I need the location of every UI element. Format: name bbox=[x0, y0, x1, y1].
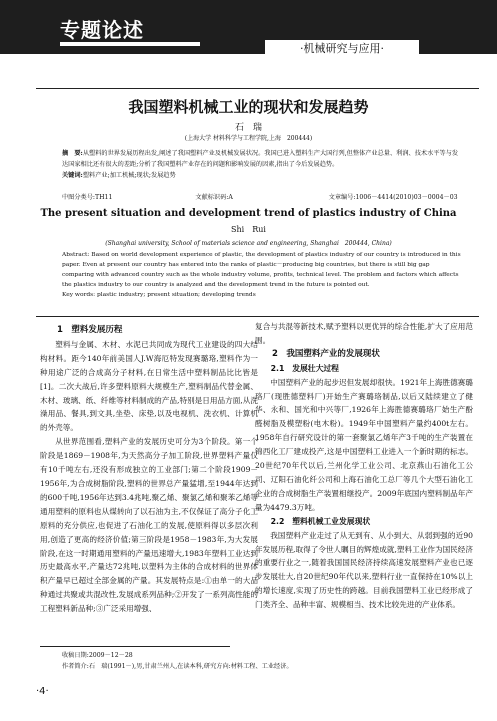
subsection-heading-2-2: 2.2 塑料机械工业发展现状 bbox=[270, 516, 371, 526]
article-title: 我国塑料机械工业的现状和发展趋势 bbox=[128, 98, 369, 116]
section-label: 专题论述 bbox=[60, 18, 144, 42]
paragraph: 塑料与金属、木材、水泥已共同成为现代工业建设的四大结构材料。距今140年前美国人J.W海厄特发现赛璐珞,塑料作为一种用途广泛的合成高分子材料,在日常生活中塑料制品比比皆是[1]。二次大战后,许多塑料原料大规模生产,塑料制品代替金属、木材、玻璃、纸、纤维等材料制成的产品,特别是日用品方面,从洗澡用品、餐具,到文具,坐垫、床垫,以及电视机、洗衣机、计算机的外壳等。 bbox=[40, 339, 258, 433]
footnote-rule bbox=[40, 646, 230, 647]
article-number: 文章编号:1006－4414(2010)03－0004－03 bbox=[328, 194, 458, 201]
abstract-label: 摘 要: bbox=[62, 150, 83, 157]
clc-number: 中图分类号:TH11 bbox=[62, 194, 113, 201]
category-tag: ·机械研究与应用· bbox=[265, 40, 419, 58]
document-code: 文献标识码:A bbox=[195, 194, 233, 201]
english-affiliation: (Shanghai university, School of materials science and engineering, Shanghai 200444, China) bbox=[105, 240, 392, 247]
section-heading-2: 2 我国塑料产业的发展现状 bbox=[272, 348, 380, 359]
keywords-text: 塑料产业;加工机械;现状;发展趋势 bbox=[82, 172, 176, 179]
english-author: Shi Rui bbox=[231, 225, 266, 234]
body-right-column bbox=[255, 320, 473, 612]
english-abstract bbox=[62, 250, 462, 300]
abstract-rule bbox=[36, 316, 479, 317]
article-meta bbox=[62, 192, 462, 201]
chinese-abstract bbox=[62, 148, 462, 181]
subsection-heading-2-1: 2.1 发展壮大过程 bbox=[270, 363, 339, 373]
received-date: 收稿日期:2009－12－28 bbox=[62, 652, 133, 659]
abstract-text: 从塑料的世界发展历程出发,阐述了我国塑料产业及机械发展状况。我国已进入塑料生产大国行列,但整体产业总量、利润、技术水平等与发达国家相比还有很大的差距;分析了我国塑料产业存在的问题和影响发展的因素,指出了今后发展趋势。 bbox=[62, 150, 459, 168]
author-bio: 作者简介:石 瑞(1991－),男,甘肃兰州人,在读本科,研究方向:材料工程、工业经济。 bbox=[62, 663, 293, 670]
article-author: 石 瑞 bbox=[234, 123, 262, 133]
section-heading-1: 1 塑料发展历程 bbox=[57, 325, 123, 335]
english-abstract-text: Abstract: Based on world development experience of plastic, the development of plastics industry of our country is introduced in this paper. Even at present our country has entered into the ranks of plastic－producing big countries, but there is still big gap comparing with advanced country such as the whole industry volume, profits, technical level. The problem and factors which affects the plastics industry to our country is analyzed and the development trend in the future is pointed out. bbox=[62, 252, 461, 288]
keywords-label: 关键词: bbox=[62, 172, 83, 179]
paragraph: 我国塑料产业走过了从无到有、从小到大、从弱到强的近90年发展历程,取得了令世人瞩目的辉煌成就,塑料工业作为国民经济的重要行业之一,随着我国国民经济持续高速发展塑料产业也已逐步发展壮大,自20世纪90年代以来,塑料行业一直保持在10%以上的增长速度,实现了历史性的跨越。目前我国塑料工业已经形成了门类齐全、品种丰富、规模相当、技术比较先进的产业体系。 bbox=[255, 530, 473, 610]
page-number: ·4· bbox=[36, 686, 49, 697]
body-left-column bbox=[40, 324, 258, 616]
article-affiliation: (上海大学 材料科学与工程学院,上海 200444) bbox=[184, 135, 313, 142]
paragraph: 从世界范围看,塑料产业的发展历史可分为3个阶段。第一个阶段是1869－1908年,为天然高分子加工阶段,世界塑料产量仅有10千吨左右,还没有形成独立的工业部门;第二个阶段1909－1956年,为合成树脂阶段,塑料的世界总产量猛增,至1944年达到的600千吨,1956年达到3.4兆吨,聚乙烯、聚氯乙烯和聚苯乙烯等通用塑料的原料也从煤转向了以石油为主,不仅保证了高分子化工原料的充分供应,也促进了石油化工的发展,使原料得以多层次利用,创造了更高的经济价值;第三阶段是1958－1983年,为大发展阶段,在这一时期通用塑料的产量迅速增大,1983年塑料工业达到历史最高水平,产量达72兆吨,以塑料为主体的合成材料的世界体积产量早已超过全部金属的产量。其发展特点是:①由单一的大品种通过共聚或共混改性,发展成系列品种;②开发了一系列高性能的工程塑料新品种;③广泛采用增强、 bbox=[40, 437, 258, 614]
paragraph: 中国塑料产业的起步迟但发展却很快。1921年上海胜德赛璐珞厂(现胜德塑料厂)开始生产赛璐珞制品,以后又陆续建立了健华、永和、国光和中兴等厂,1926年上海胜德赛璐珞厂始生产酚醛树脂及模塑粉(电木粉)。1949年中国塑料产量约400t左右。1958年自行研究设计的第一套聚氯乙烯年产3千吨的生产装置在锦西化工厂建成投产,这是中国塑料工业进入一个新时期的标志。20世纪70年代以后,兰州化学工业公司、北京燕山石油化工公司、辽阳石油化纤公司和上海石油化工总厂等几个大型石油化工企业的合成树脂生产装置相继投产。2009年底国内塑料制品年产量为4479.3万吨。 bbox=[255, 377, 473, 512]
english-title: The present situation and development trend of plastics industry of China bbox=[40, 208, 457, 219]
top-rule bbox=[36, 88, 479, 89]
english-keywords: Key words: plastic industry; present situation; developing trends bbox=[62, 292, 256, 298]
paragraph: 复合与共混等新技术,赋予塑料以更优异的综合性能,扩大了应用范围。 bbox=[255, 322, 473, 345]
section-underline bbox=[60, 42, 200, 46]
